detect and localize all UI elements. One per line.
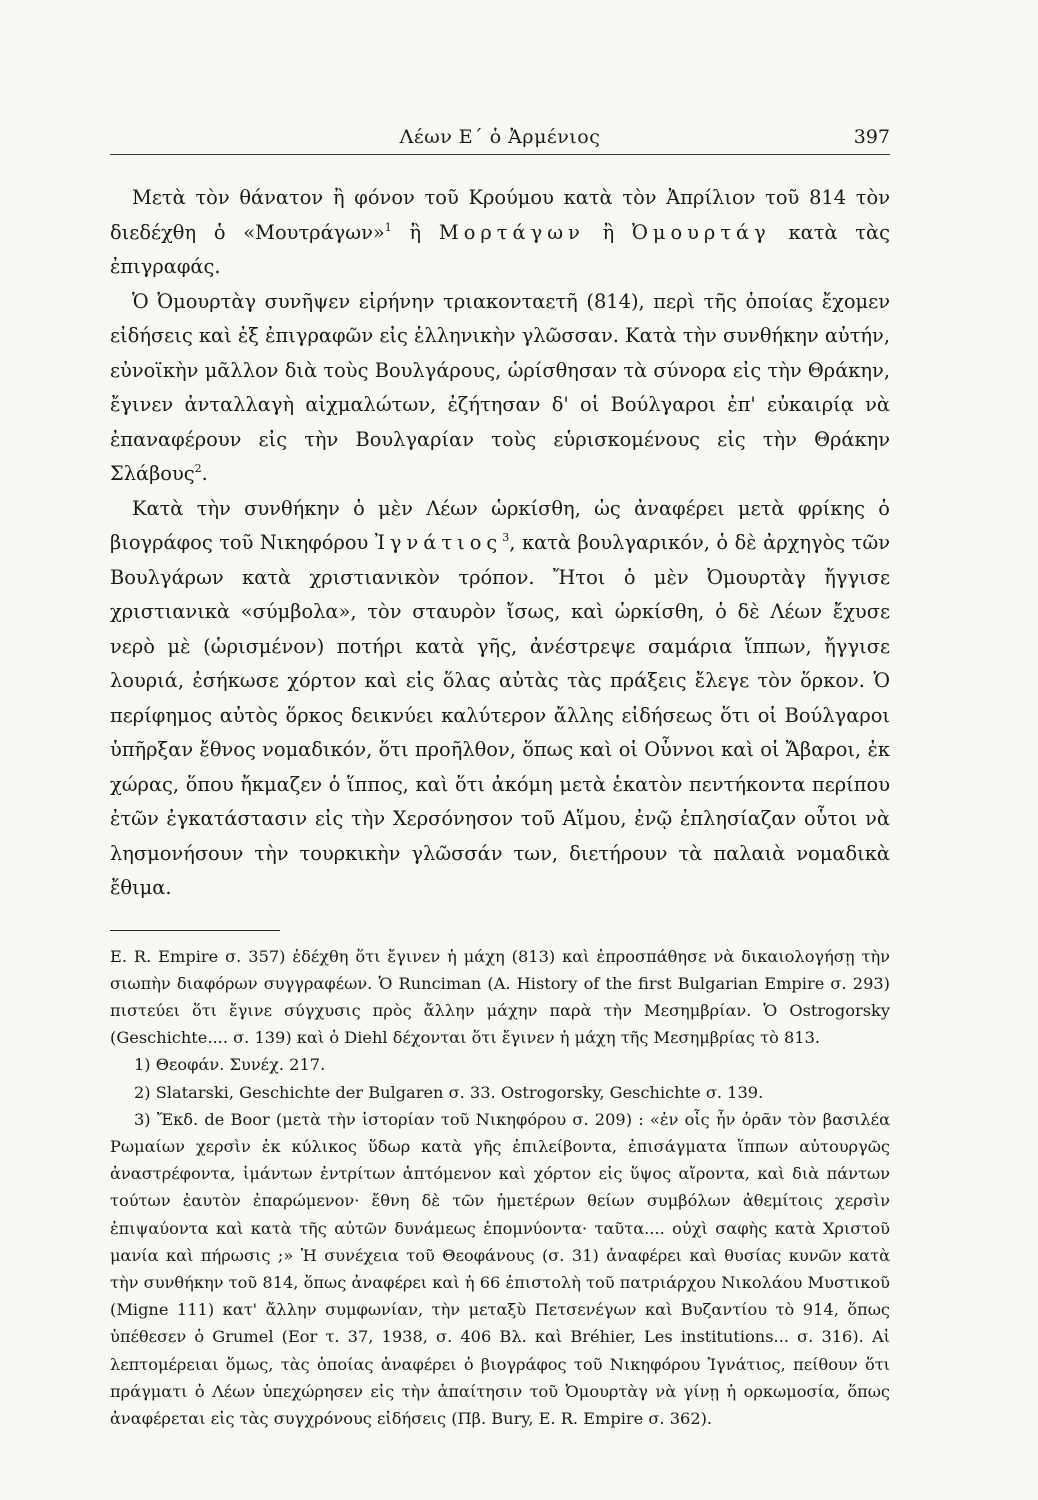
footnote-2: 2) Slatarski, Geschichte der Bulgaren σ. 33. Ostrogorsky, Geschichte σ. 139. <box>134 1082 764 1102</box>
spaced-name-mortagon: Μορτάγων <box>438 220 585 244</box>
p1-text-b: ἢ <box>391 220 439 244</box>
spaced-name-omourtag: Ὀμουρτάγ <box>631 220 771 244</box>
footnote-ref-2: 2 <box>194 462 202 475</box>
spaced-name-ignatios: Ἰγνάτιος <box>374 531 503 554</box>
p3-text-a: Κατὰ τὴν συνθήκην ὁ μὲν Λέων ὡρκίσθη, ὡς ἀναφέρει μετὰ φρίκης ὁ βιογράφος τοῦ Νικηφόρου <box>110 496 890 554</box>
footnote-3: 3) Ἔκδ. de Boor (μετὰ τὴν ἱστορίαν τοῦ Νικηφόρου σ. 209) : «ἐν οἷς ἦν ὁρᾶν τὸν βασιλέα Ρωμαίων χερσὶν ἐκ κύλικος ὕδωρ κατὰ γῆς ἐπιλείβοντα, ἐπισάγματα ἵππων αὐτουργῶς ἀναστρέφοντα, ἱμάντων ἐντρίτων ἁπτόμενον καὶ χόρτον εἰς ὕψος αἴροντα, καὶ διὰ πάντων τούτων ἑαυτὸν ἐπαρώμενον· ἔθνη δὲ τῶν ἡμετέρων θείων συμβόλων ἀθεμίτοις χερσὶν ἐπιψαύοντα καὶ κατὰ τῆς αὐτῶν δυνάμεως ἐπομνύοντα· ταῦτα.... οὐχὶ σαφὴς κατὰ Χριστοῦ μανία καὶ πήρωσις ;» Ἡ συνέχεια τοῦ Θεοφάνους (σ. 31) ἀναφέρει καὶ θυσίας κυνῶν κατὰ τὴν συνθήκην τοῦ 814, ὅπως ἀναφέρει καὶ ἡ 66 ἐπιστολὴ τοῦ πατριάρχου Νικολάου Μυστικοῦ (Migne 111) κατ' ἄλλην συμφωνίαν, τὴν μεταξὺ Πετσενέγων καὶ Βυζαντίου τὸ 914, ὅπως ὑπέθεσεν ὁ Grumel (Eor τ. 37, 1938, σ. 406 Βλ. καὶ Bréhier, Les institutions... σ. 316). Αἱ λεπτομέρειαι ὅμως, τὰς ὁποίας ἀναφέρει ὁ βιογράφος τοῦ Νικηφόρου Ἰγνάτιος, πείθουν ὅτι πράγματι ὁ Λέων ὑπεχώρησεν εἰς τὴν ἀπαίτησιν τοῦ Ὀμουρτὰγ νὰ γίνῃ ἡ ορκωμοσία, ὅπως ἀναφέρεται εἰς τὰς συγχρόνους εἰδήσεις (Πβ. Bury, E. R. Empire σ. 362). <box>110 1109 890 1428</box>
p3-text-b: , κατὰ βουλγαρικόν, ὁ δὲ ἀρχηγὸς τῶν Βουλγάρων κατὰ χριστιανικὸν τρόπον. Ἤτοι ὁ μὲν Ὀμουρτὰγ ἤγγισε χριστιανικὰ «σύμβολα», τὸν σταυρὸν ἴσως, καὶ ὡρκίσθη, ὁ δὲ Λέων ἔχυσε νερὸ μὲ (ὡρισμένον) ποτήρι κατὰ γῆς, ἀνέστρεψε σαμάρια ἵππων, ἤγγισε λουριά, ἐσήκωσε χόρτον καὶ εἰς ὅλας αὐτὰς τὰς πράξεις ἔλεγε τὸν ὅρκον. Ὁ περίφημος αὐτὸς ὅρκος δεικνύει καλύτερον ἄλλης εἰδήσεως ὅτι οἱ Βούλγαροι ὑπῆρξαν ἔθνος νομαδικόν, ὅτι προῆλθον, ὅπως καὶ οἱ Οὖννοι καὶ οἱ Ἄβαροι, ἐκ χώρας, ὅπου ἤκμαζεν ὁ ἵππος, καὶ ὅτι ἀκόμη μετὰ ἑκατὸν πεντήκοντα περίπου ἐτῶν ἐγκατάστασιν εἰς τὴν Χερσόνησον τοῦ Αἵμου, ἐνῷ ἐπλησίαζαν οὗτοι νὰ λησμονήσουν τὴν τουρκικὴν γλῶσσάν των, διετήρουν τὰ παλαιὰ νομαδικὰ ἔθιμα. <box>110 531 891 899</box>
p1-text-c: ἢ <box>584 220 632 244</box>
p1-text-a: Μετὰ τὸν θάνατον ἢ φόνον τοῦ Κρούμου κατὰ τὸν Ἀπρίλιον τοῦ 814 τὸν διεδέχθη ὁ «Μουτράγων» <box>110 186 890 244</box>
body-text <box>110 181 890 906</box>
p2-text-a: Ὁ Ὀμουρτὰγ συνῆψεν εἰρήνην τριακονταετῆ (814), περὶ τῆς ὁποίας ἔχομεν εἰδήσεις καὶ ἐξ ἐπιγραφῶν εἰς ἑλληνικὴν γλῶσσαν. Κατὰ τὴν συνθήκην αὐτήν, εὐνοϊκὴν μᾶλλον διὰ τοὺς Βουλγάρους, ὡρίσθησαν τὰ σύνορα εἰς τὴν Θράκην, ἔγινεν ἀνταλλαγὴ αἰχμαλώτων, ἐζήτησαν δ' οἱ Βούλγαροι ἐπ' εὐκαιρίᾳ νὰ ἐπαναφέρουν εἰς τὴν Βουλγαρίαν τοὺς εὑρισκομένους εἰς τὴν Θράκην Σλάβους <box>110 289 890 485</box>
page <box>110 120 890 1432</box>
p1-text-d: κατὰ τὰς ἐπιγραφάς. <box>110 220 890 278</box>
footnote-ref-3: 3 <box>502 531 510 544</box>
p2-text-b: . <box>201 462 208 485</box>
footnote-continuation: E. R. Empire σ. 357) ἐδέχθη ὅτι ἔγινεν ἡ μάχη (813) καὶ ἐπροσπάθησε νὰ δικαιολογήσῃ τὴν σιωπὴν διαφόρων συγγραφέων. Ὁ Runciman (A. History of the first Bulgarian Empire σ. 293) πιστεύει ὅτι ἔγινε σύγχυσις πρὸς ἄλλην μάχην παρὰ τὴν Μεσημβρίαν. Ὁ Ostrogorsky (Geschichte.... σ. 139) καὶ ὁ Diehl δέχονται ὅτι ἔγινεν ἡ μάχη τῆς Μεσημβρίας τὸ 813. <box>110 946 890 1048</box>
footnotes <box>110 943 890 1433</box>
paragraph-1 <box>110 181 890 285</box>
running-title: Λέων Ε΄ ὁ Ἀρμένιος <box>399 126 601 148</box>
running-head <box>110 120 890 155</box>
footnote-ref-1: 1 <box>384 220 392 234</box>
page-number: 397 <box>853 126 890 148</box>
footnote-1: 1) Θεοφάν. Συνέχ. 217. <box>134 1055 326 1075</box>
paragraph-2 <box>110 285 890 492</box>
paragraph-3 <box>110 492 890 906</box>
footnote-rule <box>110 930 280 931</box>
